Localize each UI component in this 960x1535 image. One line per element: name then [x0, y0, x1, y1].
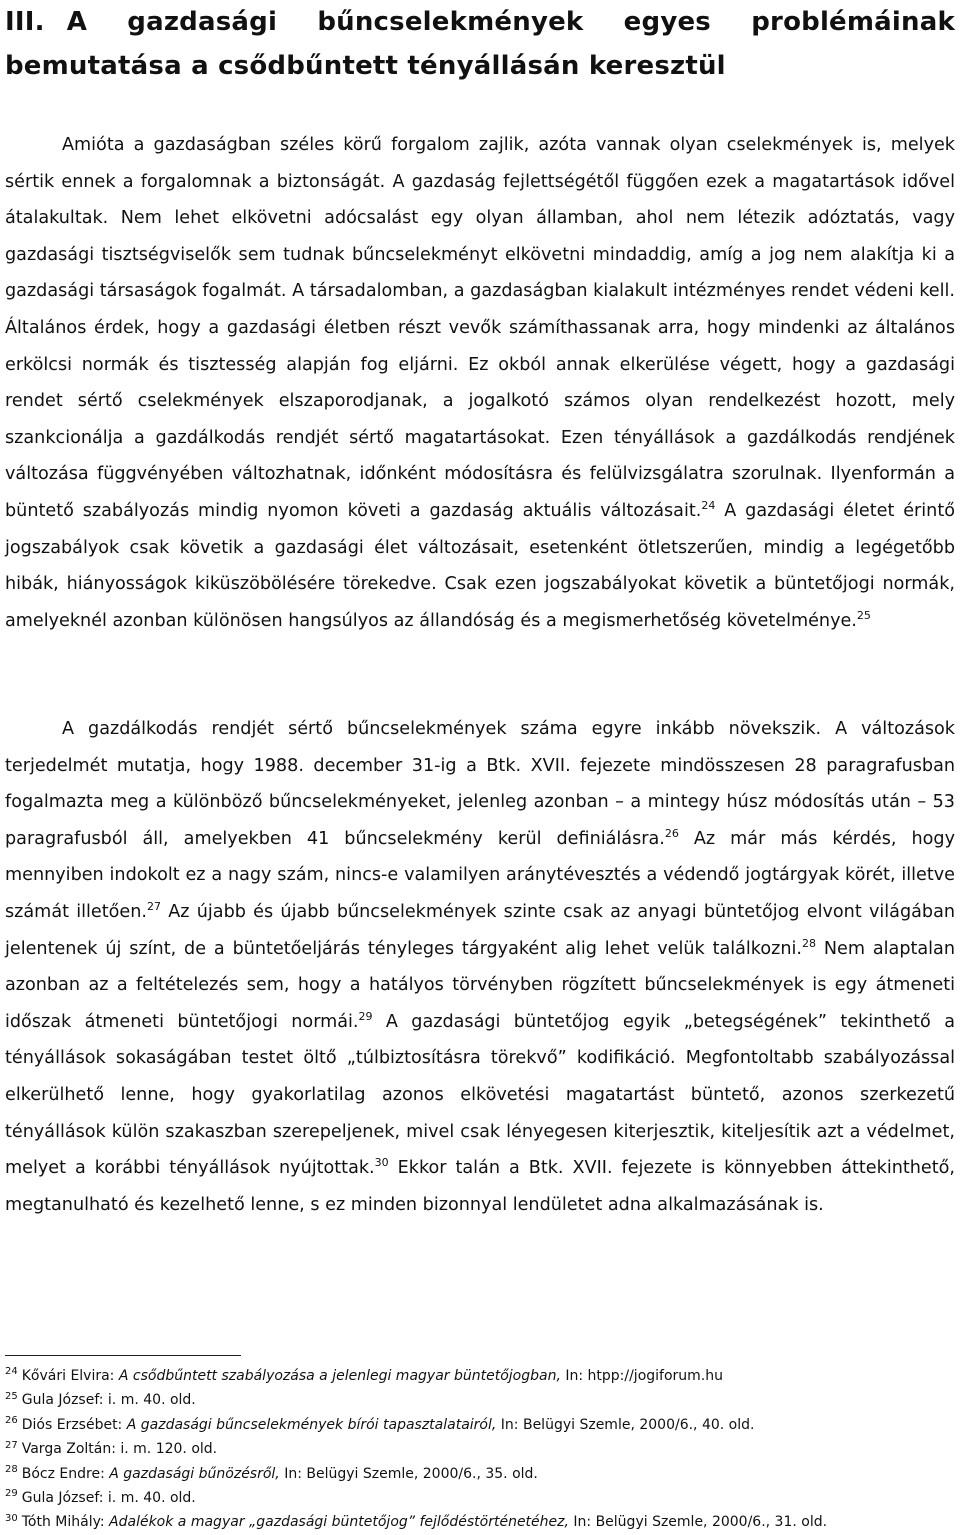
- footnote-ref-26[interactable]: 26: [664, 826, 679, 840]
- footnote-author: Gula József: i. m. 40. old.: [21, 1392, 196, 1409]
- footnote-title: A csődbűntett szabályozása a jelenlegi magyar büntetőjogban,: [118, 1368, 561, 1384]
- footnote-ref-29[interactable]: 29: [358, 1009, 373, 1023]
- paragraph-2-text-b: Az már más kérdés, hogy mennyiben indokolt ez a nagy szám, nincs-e valamilyen aránytévesztés a védendő jogtárgyak körét, illetve számát illetően.: [5, 828, 955, 922]
- paragraph-1-text-b: A gazdasági életet érintő jogszabályok csak követik a gazdasági élet változásait, esetenként ötletszerűen, mindig a legégetőbb hibák, hiányosságok kiküszöbölésére törekedve. Csak ezen jogszabályokat követik a büntetőjogi normák, amelyeknél azonban különösen hangsúlyos az állandóság és a megismerhetőség követelménye.: [5, 500, 955, 631]
- footnote-number: 29: [5, 1488, 18, 1500]
- footnote-25: [5, 1388, 955, 1412]
- footnote-27: [5, 1437, 955, 1461]
- footnote-source: In: Belügyi Szemle, 2000/6., 31. old.: [568, 1514, 828, 1531]
- footnote-number: 25: [5, 1390, 18, 1402]
- footnote-24: [5, 1364, 955, 1388]
- paragraph-1-text-a: Amióta a gazdaságban széles körű forgalom zajlik, azóta vannak olyan cselekmények is, melyek sértik ennek a forgalomnak a biztonságát. A gazdaság fejlettségétől függően ezek a magatartások idővel átalakultak. Nem lehet elkövetni adócsalást egy olyan államban, ahol nem létezik adóztatás, vagy gazdasági tisztségviselők sem tudnak bűncselekményt elkövetni mindaddig, amíg a jog nem alakítja ki a gazdasági társaságok fogalmát. A társadalomban, a gazdaságban kialakult intézményes rendet védeni kell. Általános érdek, hogy a gazdasági életben részt vevők számíthassanak arra, hogy mindenki az általános erkölcsi normák és tisztesség alapján fog eljárni. Ez okból annak elkerülése végett, hogy a gazdasági rendet sértő cselekmények elszaporodjanak, a jogalkotó számos olyan rendelkezést hozott, mely szankcionálja a gazdálkodás rendjét sértő magatartásokat. Ezen tényállások a gazdálkodás rendjének változása függvényében változhatnak, időnként módosításra és felülvizsgálatra szorulnak. Ilyenformán a büntető szabályozás mindig nyomon követi a gazdaság aktuális változásait.: [5, 135, 955, 521]
- paragraph-2-text-e: A gazdasági büntetőjog egyik „betegségének” tekinthető a tényállások sokaságában testet öltő „túlbiztosításra törekvő” kodifikáció. Megfontoltabb szabályozással elkerülhető lenne, hogy gyakorlatilag azonos elkövetési magatartást büntető, azonos szerkezetű tényállások külön szakaszban szerepeljenek, mivel csak lényegesen kiterjesztik, kiteljesítik azt a védelmet, melyet a korábbi tényállások nyújtottak.: [5, 1011, 955, 1179]
- footnote-author: Gula József: i. m. 40. old.: [21, 1490, 196, 1507]
- paragraph-2: [5, 711, 955, 1223]
- footnote-number: 26: [5, 1415, 18, 1427]
- footnote-author: Varga Zoltán: i. m. 120. old.: [21, 1441, 218, 1458]
- footnote-source: In: Belügyi Szemle, 2000/6., 40. old.: [496, 1416, 755, 1433]
- footnote-title: A gazdasági bűncselekmények bírói tapasztalatairól,: [126, 1416, 497, 1433]
- footnote-number: 24: [5, 1366, 18, 1378]
- chapter-title: A gazdasági bűncselekmények egyes problémáinak bemutatása a csődbűntett tényállásán keresztül: [5, 7, 955, 81]
- footnote-30: [5, 1510, 955, 1534]
- paragraph-2-text-c: Az újabb és újabb bűncselekmények szinte csak az anyagi büntetőjog elvont világában jelentenek új színt, de a büntetőeljárás tényleges tárgyaként alig lehet velük találkozni.: [5, 901, 956, 959]
- paragraph-2-text-a: A gazdálkodás rendjét sértő bűncselekmények száma egyre inkább növekszik. A változások terjedelmét mutatja, hogy 1988. december 31-ig a Btk. XVII. fejezete mindösszesen 28 paragrafusban fogalmazta meg a különböző bűncselekményeket, jelenleg azonban – a mintegy húsz módosítás után – 53 paragrafusból áll, amelyekben 41 bűncselekmény kerül definiálásra.: [5, 719, 955, 849]
- paragraph-1: [5, 127, 955, 639]
- footnote-29: [5, 1486, 955, 1510]
- footnote-source: In: htpp://jogiforum.hu: [560, 1368, 723, 1384]
- footnote-ref-30[interactable]: 30: [374, 1156, 389, 1170]
- footnote-title: A gazdasági bűnözésről,: [109, 1465, 280, 1482]
- paragraph-2-text-d: Nem alaptalan azonban az a feltételezés sem, hogy a hatályos törvényben rögzített bűncselekmények is egy átmeneti időszak átmeneti büntetőjogi normái.: [5, 938, 955, 1032]
- footnote-title: Adalékok a magyar „gazdasági büntetőjog” fejlődéstörténetéhez,: [109, 1514, 569, 1531]
- footnote-author: Kővári Elvira:: [21, 1368, 119, 1384]
- footnote-source: In: Belügyi Szemle, 2000/6., 35. old.: [279, 1465, 538, 1482]
- footnote-ref-25[interactable]: 25: [856, 608, 871, 622]
- paragraph-2-text-f: Ekkor talán a Btk. XVII. fejezete is könnyebben áttekinthető, megtanulható és kezelhető lenne, s ez minden bizonnyal lendületet adna alkalmazásának is.: [5, 1158, 955, 1215]
- footnote-28: [5, 1462, 955, 1486]
- footnote-author: Diós Erzsébet:: [21, 1416, 127, 1433]
- footnote-26: [5, 1413, 955, 1437]
- footnote-number: 28: [5, 1463, 18, 1475]
- footnote-number: 30: [5, 1512, 18, 1524]
- footnote-ref-28[interactable]: 28: [802, 936, 816, 950]
- document-page: [5, 0, 956, 1531]
- footnote-author: Bócz Endre:: [21, 1465, 110, 1482]
- chapter-heading: [5, 0, 955, 88]
- footnote-ref-24[interactable]: 24: [701, 499, 716, 513]
- footnote-separator: [5, 1355, 241, 1356]
- chapter-number: III.: [5, 7, 45, 37]
- footnotes: [5, 1364, 955, 1535]
- footnote-author: Tóth Mihály:: [21, 1514, 110, 1531]
- footnote-number: 27: [5, 1439, 18, 1451]
- footnote-ref-27[interactable]: 27: [146, 900, 161, 914]
